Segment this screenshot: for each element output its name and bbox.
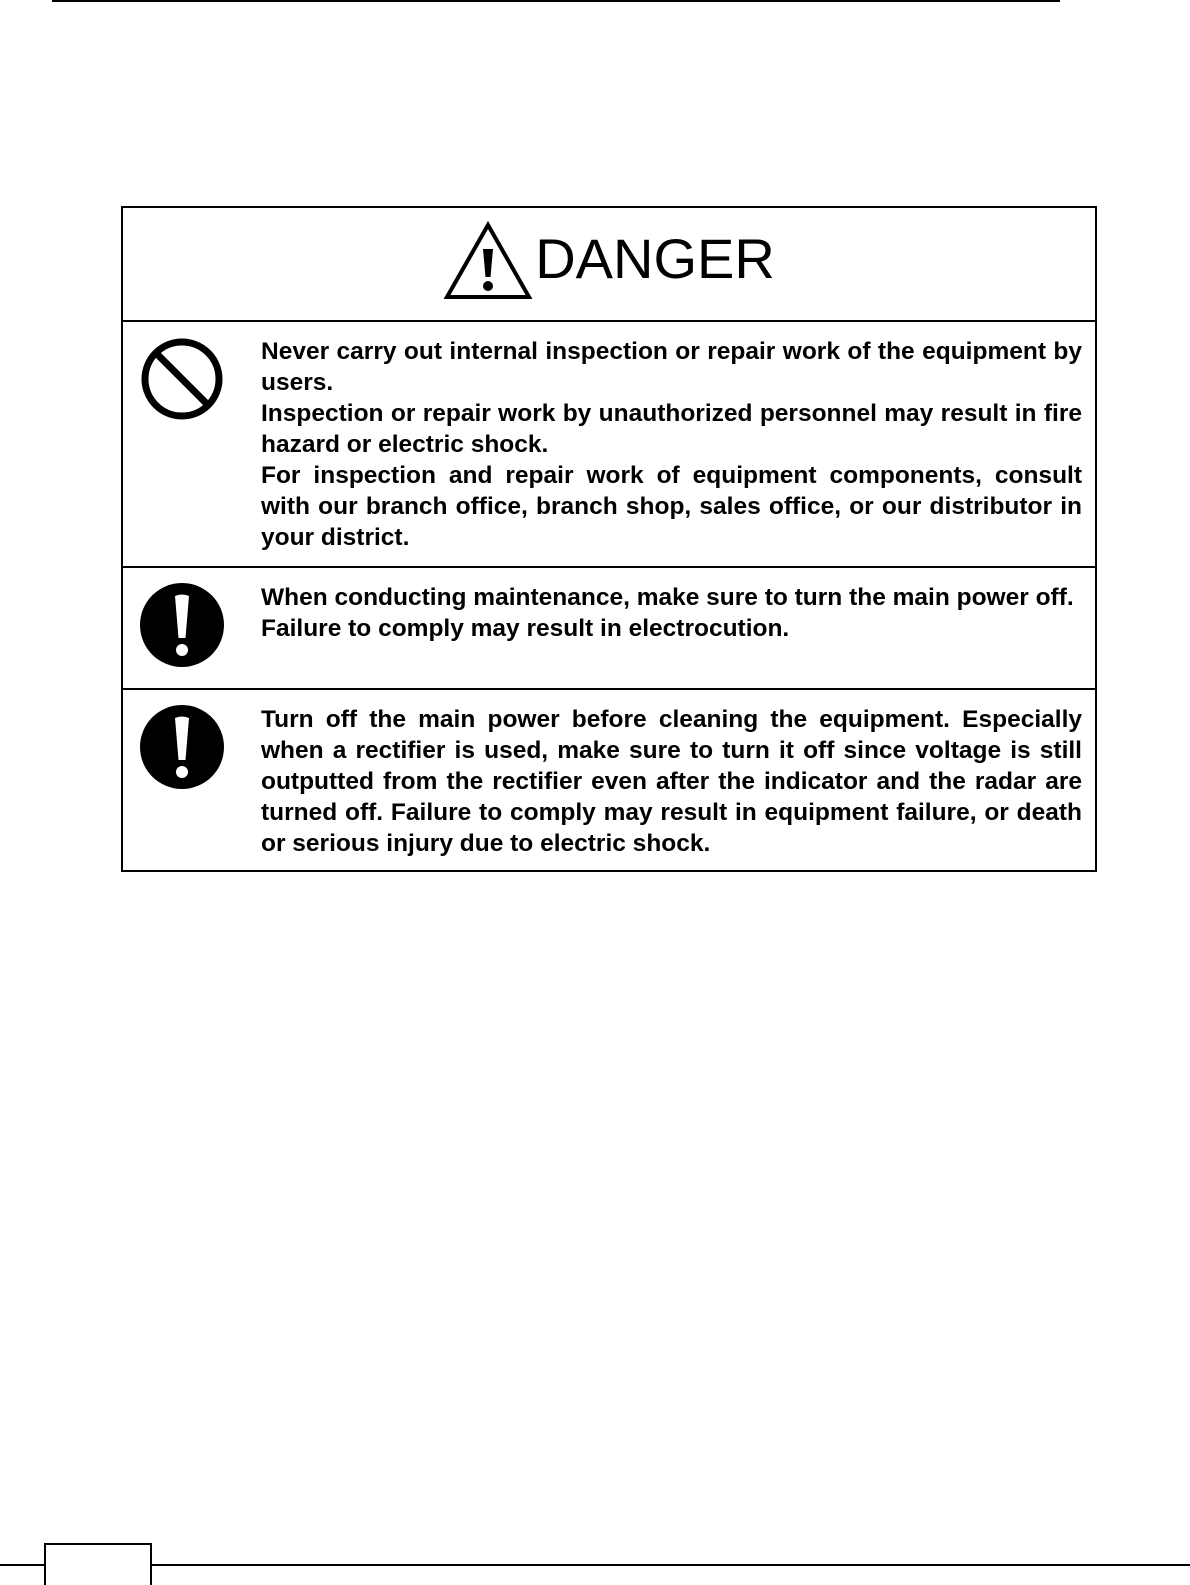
mandatory-action-icon bbox=[139, 582, 225, 668]
paragraph: Turn off the main power before cleaning the equipment. Especially when a rectifier is used, make sure to turn it off since voltage is still outputted from the rectifier even after the indicator and the radar are turned off. Failure to comply may result in equipment failure, or death or serious injury due to electric shock. bbox=[261, 706, 1082, 857]
danger-item-1-text bbox=[261, 322, 1095, 566]
paragraph: Inspection or repair work by unauthorized personnel may result in fire hazard or electric shock. bbox=[261, 400, 1082, 458]
danger-item-2-text bbox=[261, 568, 1095, 688]
danger-item-1 bbox=[123, 322, 1095, 568]
prohibition-icon bbox=[139, 336, 225, 422]
paragraph: For inspection and repair work of equipment components, consult with our branch office, branch shop, sales office, or our distributor in your district. bbox=[261, 462, 1082, 551]
danger-title: DANGER bbox=[535, 227, 775, 290]
mandatory-action-icon bbox=[139, 704, 225, 790]
footer-rule bbox=[152, 1564, 1190, 1566]
warning-triangle-icon bbox=[443, 221, 533, 301]
top-rule bbox=[52, 0, 1060, 2]
paragraph: Failure to comply may result in electrocution. bbox=[261, 615, 790, 642]
footer-rule-left bbox=[0, 1564, 44, 1566]
danger-item-2 bbox=[123, 568, 1095, 690]
danger-notice-table bbox=[121, 206, 1097, 872]
danger-item-3 bbox=[123, 690, 1095, 870]
paragraph: When conducting maintenance, make sure to turn the main power off. bbox=[261, 584, 1074, 611]
paragraph: Never carry out internal inspection or repair work of the equipment by users. bbox=[261, 338, 1082, 396]
danger-header bbox=[123, 208, 1095, 322]
danger-item-3-text bbox=[261, 690, 1095, 870]
page-number-tab bbox=[44, 1543, 152, 1585]
